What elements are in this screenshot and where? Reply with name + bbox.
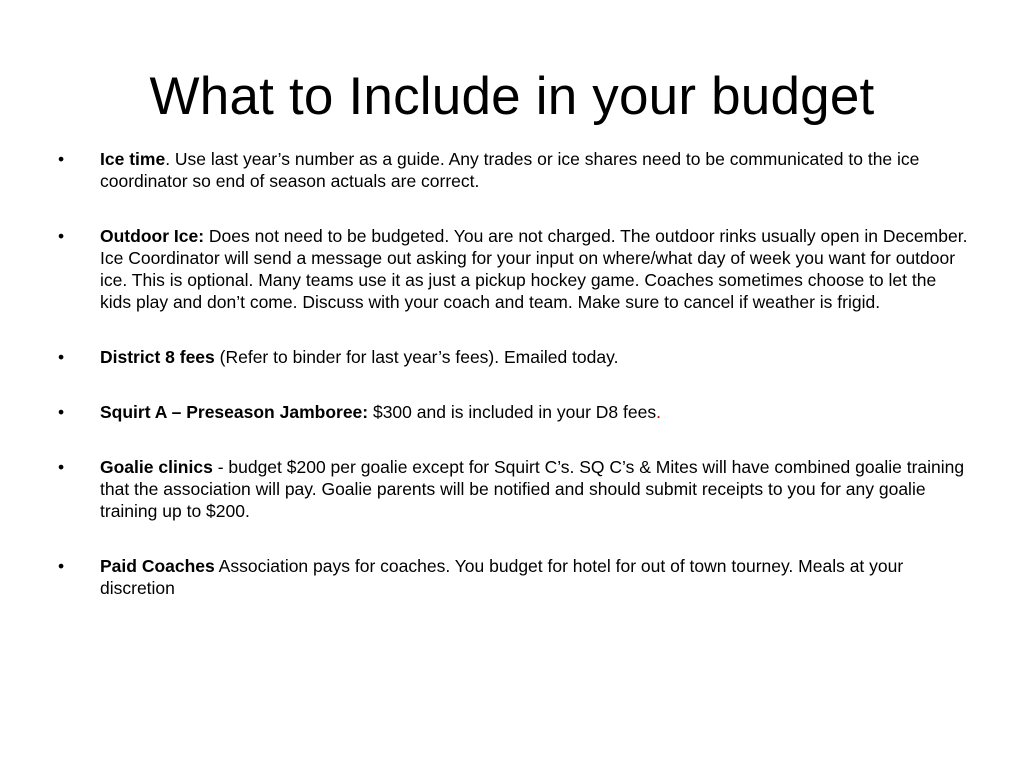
bullet-item-squirt-jamboree: [58, 401, 970, 423]
bullet-label: Goalie clinics: [100, 457, 213, 477]
bullet-label: Squirt A – Preseason Jamboree:: [100, 402, 369, 422]
bullet-item-paid-coaches: [58, 555, 970, 599]
bullet-item-outdoor-ice: [58, 225, 970, 313]
bullet-text: Association pays for coaches. You budget for hotel for out of town tourney. Meals at your discretion: [100, 556, 904, 598]
bullet-list: [58, 148, 970, 632]
bullet-text: - budget $200 per goalie except for Squirt C’s. SQ C’s & Mites will have combined goalie training that the association will pay. Goalie parents will be notified and should submit receipts to you for any goalie training up to $200.: [100, 457, 965, 521]
bullet-dot-icon: •: [58, 347, 65, 367]
bullet-dot-icon: •: [58, 226, 65, 246]
bullet-dot-icon: •: [58, 457, 65, 477]
bullet-dot-icon: •: [58, 402, 65, 422]
bullet-label: Paid Coaches: [100, 556, 215, 576]
bullet-label: Outdoor Ice:: [100, 226, 205, 246]
bullet-text: . Use last year’s number as a guide. Any trades or ice shares need to be communicated to the ice coordinator so end of season actuals are correct.: [100, 149, 920, 191]
slide-title: What to Include in your budget: [149, 67, 875, 126]
bullet-text: (Refer to binder for last year’s fees). Emailed today.: [214, 347, 619, 367]
bullet-item-district-fees: [58, 346, 970, 368]
bullet-text: $300 and is included in your D8 fees: [368, 402, 657, 422]
bullet-label: District 8 fees: [100, 347, 215, 367]
bullet-label: Ice time: [100, 149, 166, 169]
bullet-dot-icon: •: [58, 556, 65, 576]
bullet-dot-icon: •: [58, 149, 65, 169]
accent-period: .: [656, 402, 661, 422]
bullet-text: Does not need to be budgeted. You are not charged. The outdoor rinks usually open in December. Ice Coordinator will send a message out asking for your input on where/what day of week you want for outdoor ice. This is optional. Many teams use it as just a pickup hockey game. Coaches sometimes choose to let the kids play and don’t come. Discuss with your coach and team. Make sure to cancel if weather is frigid.: [100, 226, 968, 312]
bullet-item-ice-time: [58, 148, 970, 192]
bullet-item-goalie-clinics: [58, 456, 970, 522]
